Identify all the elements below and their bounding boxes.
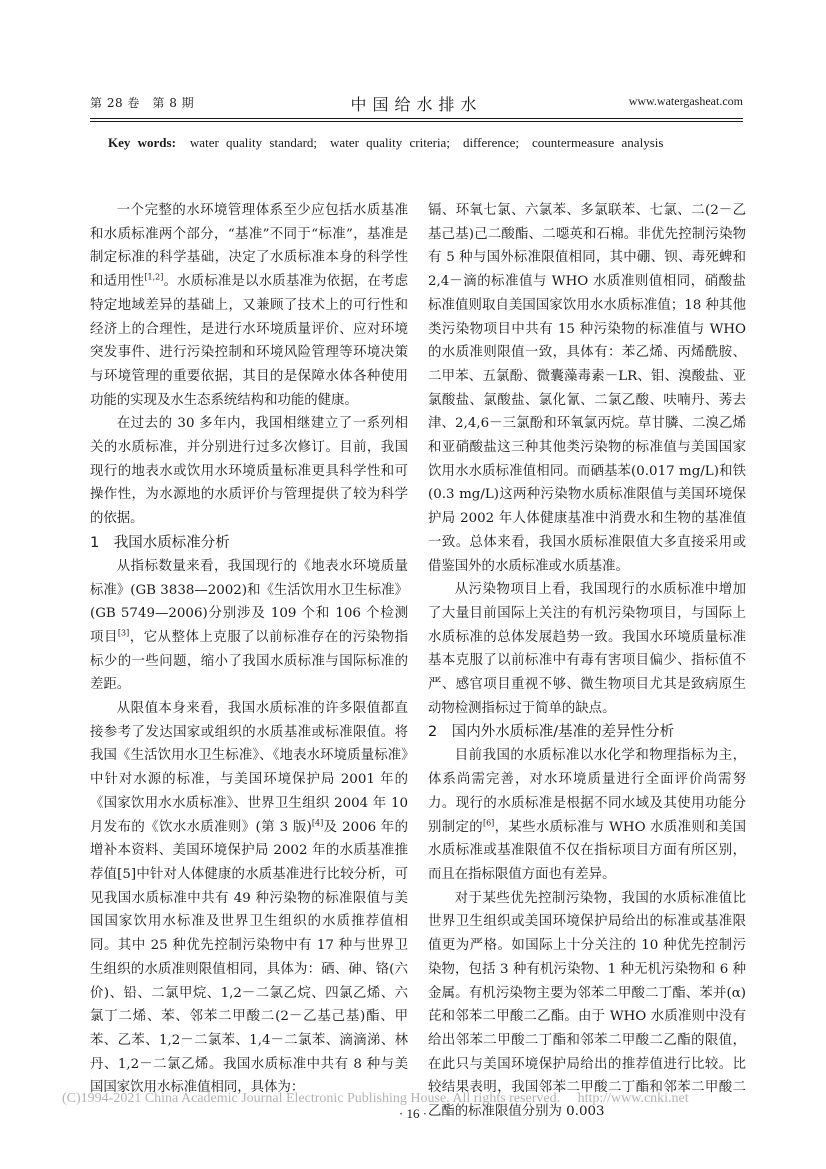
keywords-block — [108, 132, 738, 154]
citation-ref[interactable]: [1,2] — [144, 272, 164, 282]
body-paragraph — [428, 199, 746, 578]
section-heading: 2 国内外水质标准/基准的差异性分析 — [428, 724, 675, 741]
keywords-terms: water quality standard; water quality criteria; difference; countermeasure analysis — [189, 135, 664, 150]
paragraph-text: 及 2006 年的增补本资料、美国环境保护局 2002 年的水质基准推荐值[5]中针对人体健康的水质基准进行比较分析，可见我国水质标准中共有 49 种污染物的标准限值与美国国家饮用水标准及世界卫生组织的水质推荐值相同。其中 25 种优先控制污染物中有 17 种与世界卫生组织的水质准则限值相同，具体为：硒、砷、铬(六价)、铅、二氯甲烷、1,2－二氯乙烷、四氯乙烯、六氯丁二烯、苯、邻苯二甲酸二(2－乙基己基)酯、甲苯、乙苯、1,2－二氯苯、1,4－二氯苯、滴滴涕、林丹、1,2－二氯乙烯。我国水质标准中共有 8 种与美国国家饮用水标准值相同，具体为： — [90, 819, 408, 1096]
paragraph-text: 目前我国的水质标准以水化学和物理指标为主，体系尚需完善，对水环境质量进行全面评价尚需努力。现行的水质标准是根据不同水域及其使用功能分别制定的 — [428, 748, 746, 835]
body-paragraph — [90, 697, 408, 1100]
right-column — [428, 199, 746, 1124]
journal-website[interactable]: www.watergasheat.com — [628, 94, 743, 108]
body-paragraph — [428, 578, 746, 720]
journal-title: 中国给水排水 — [350, 95, 483, 114]
citation-ref[interactable]: [6] — [482, 818, 495, 828]
paragraph-text: 从污染物项目上看，我国现行的水质标准中增加了大量目前国际上关注的有机污染物项目，与国际上水质标准的总体发展趋势一致。我国水环境质量标准基本克服了以前标准中有毒有害项目偏少、指标值不严、感官项目重视不够、微生物项目尤其是致病原生动物检测指标过于简单的缺点。 — [428, 582, 746, 716]
citation-ref[interactable]: [3] — [117, 628, 130, 638]
header-rule-top — [90, 118, 743, 119]
body-paragraph — [90, 412, 408, 531]
paragraph-text: ，它从整体上克服了以前标准存在的污染物指标少的一些问题，缩小了我国水质标准与国际标准的差距。 — [90, 629, 409, 693]
copyright-watermark: (C)1994-2021 China Academic Journal Electronic Publishing House. All rights reserved. http://www.cnki.net — [62, 1091, 689, 1106]
page-number: · 16 · — [398, 1106, 428, 1121]
header-rule-bottom — [90, 121, 743, 122]
paragraph-text: 在过去的 30 多年内，我国相继建立了一系列相关的水质标准，并分别进行过多次修订。目前，我国现行的地表水或饮用水环境质量标准更具科学性和可操作性，为水源地的水质评价与管理提供了较为科学的依据。 — [90, 416, 408, 527]
citation-ref[interactable]: [4] — [311, 818, 324, 828]
body-paragraph — [90, 199, 408, 412]
paragraph-text: 从限值本身来看，我国水质标准的许多限值都直接参考了发达国家或组织的水质基准或标准限值。将我国《生活饮用水卫生标准》、《地表水环境质量标准》中针对水源的标准，与美国环境保护局 2001 年的《国家饮用水水质标准》、世界卫生组织 2004 年 10 月发布的《饮水水质准则》(第 3 版) — [90, 701, 408, 835]
section-heading: 1 我国水质标准分析 — [90, 534, 230, 551]
paragraph-text: 镉、环氧七氯、六氯苯、多氯联苯、七氯、二(2－乙基己基)己二酸酯、二噁英和石棉。非优先控制污染物有 5 种与国外标准限值相同，其中硼、钡、毒死蜱和 2,4－滴的标准值与 WHO 水质准则值相同，硝酸盐标准值则取自美国国家饮用水水质标准值；18 种其他类污染物项目中共有 15 种污染物的标准值与 WHO 的水质准则限值一致，具体有：苯乙烯、丙烯酰胺、二甲苯、五氯酚、微囊藻毒素－LR、钼、溴酸盐、亚氯酸盐、氯酸盐、氯化氰、二氯乙酸、呋喃丹、莠去津、2,4,6－三氯酚和环氧氯丙烷。草甘膦、二溴乙烯和亚硝酸盐这三种其他类污染物的标准值与美国国家饮用水水质标准值相同。而硒基苯(0.017 mg/L)和铁(0.3 mg/L)这两种污染物水质标准限值与美国环境保护局 2002 年人体健康基准中消费水和生物的基准值一致。总体来看，我国水质标准限值大多直接采用或借鉴国外的水质标准或水质基准。 — [428, 203, 746, 574]
left-column — [90, 199, 408, 1100]
body-paragraph — [428, 744, 746, 886]
body-paragraph — [90, 555, 408, 697]
running-header — [90, 92, 743, 116]
paragraph-text: 从指标数量来看，我国现行的《地表水环境质量标准》(GB 3838—2002)和《生活饮用水卫生标准》(GB 5749—2006)分别涉及 109 个和 106 个检测项目 — [90, 558, 408, 645]
paragraph-text: 一个完整的水环境管理体系至少应包括水质基准和水质标准两个部分，“基准”不同于“标准”，基准是制定标准的科学基础，决定了水质标准本身的科学性和适用性 — [90, 203, 408, 290]
keywords-label: Key words: — [108, 135, 176, 150]
paragraph-text: 对于某些优先控制污染物，我国的水质标准值比世界卫生组织或美国环境保护局给出的标准或基准限值更为严格。如国际上十分关注的 10 种优先控制污染物，包括 3 种有机污染物、1 种无机污染物和 6 种金属。有机污染物主要为邻苯二甲酸二丁酯、苯并(α)芘和邻苯二甲酸二乙酯。由于 WHO 水质准则中没有给出邻苯二甲酸二丁酯和邻苯二甲酸二乙酯的限值，在此只与美国环境保护局给出的推荐值进行比较。比较结果表明，我国邻苯二甲酸二丁酯和邻苯二甲酸二乙酯的标准限值分别为 0.003 — [428, 890, 746, 1120]
paragraph-text: ，某些水质标准与 WHO 水质准则和美国水质标准或基准限值不仅在指标项目方面有所区别，而且在指标限值方面也有差异。 — [428, 819, 746, 882]
paragraph-text: 。水质标准是以水质基准为依据，在考虑特定地域差异的基础上，又兼顾了技术上的可行性和经济上的合理性，是进行水环境质量评价、应对环境突发事件、进行污染控制和环境风险管理等环境决策与环境管理的重要依据，其目的是保障水体各种使用功能的实现及水生态系统结构和功能的健康。 — [90, 274, 409, 408]
volume-issue: 第 28 卷 第 8 期 — [90, 96, 195, 110]
